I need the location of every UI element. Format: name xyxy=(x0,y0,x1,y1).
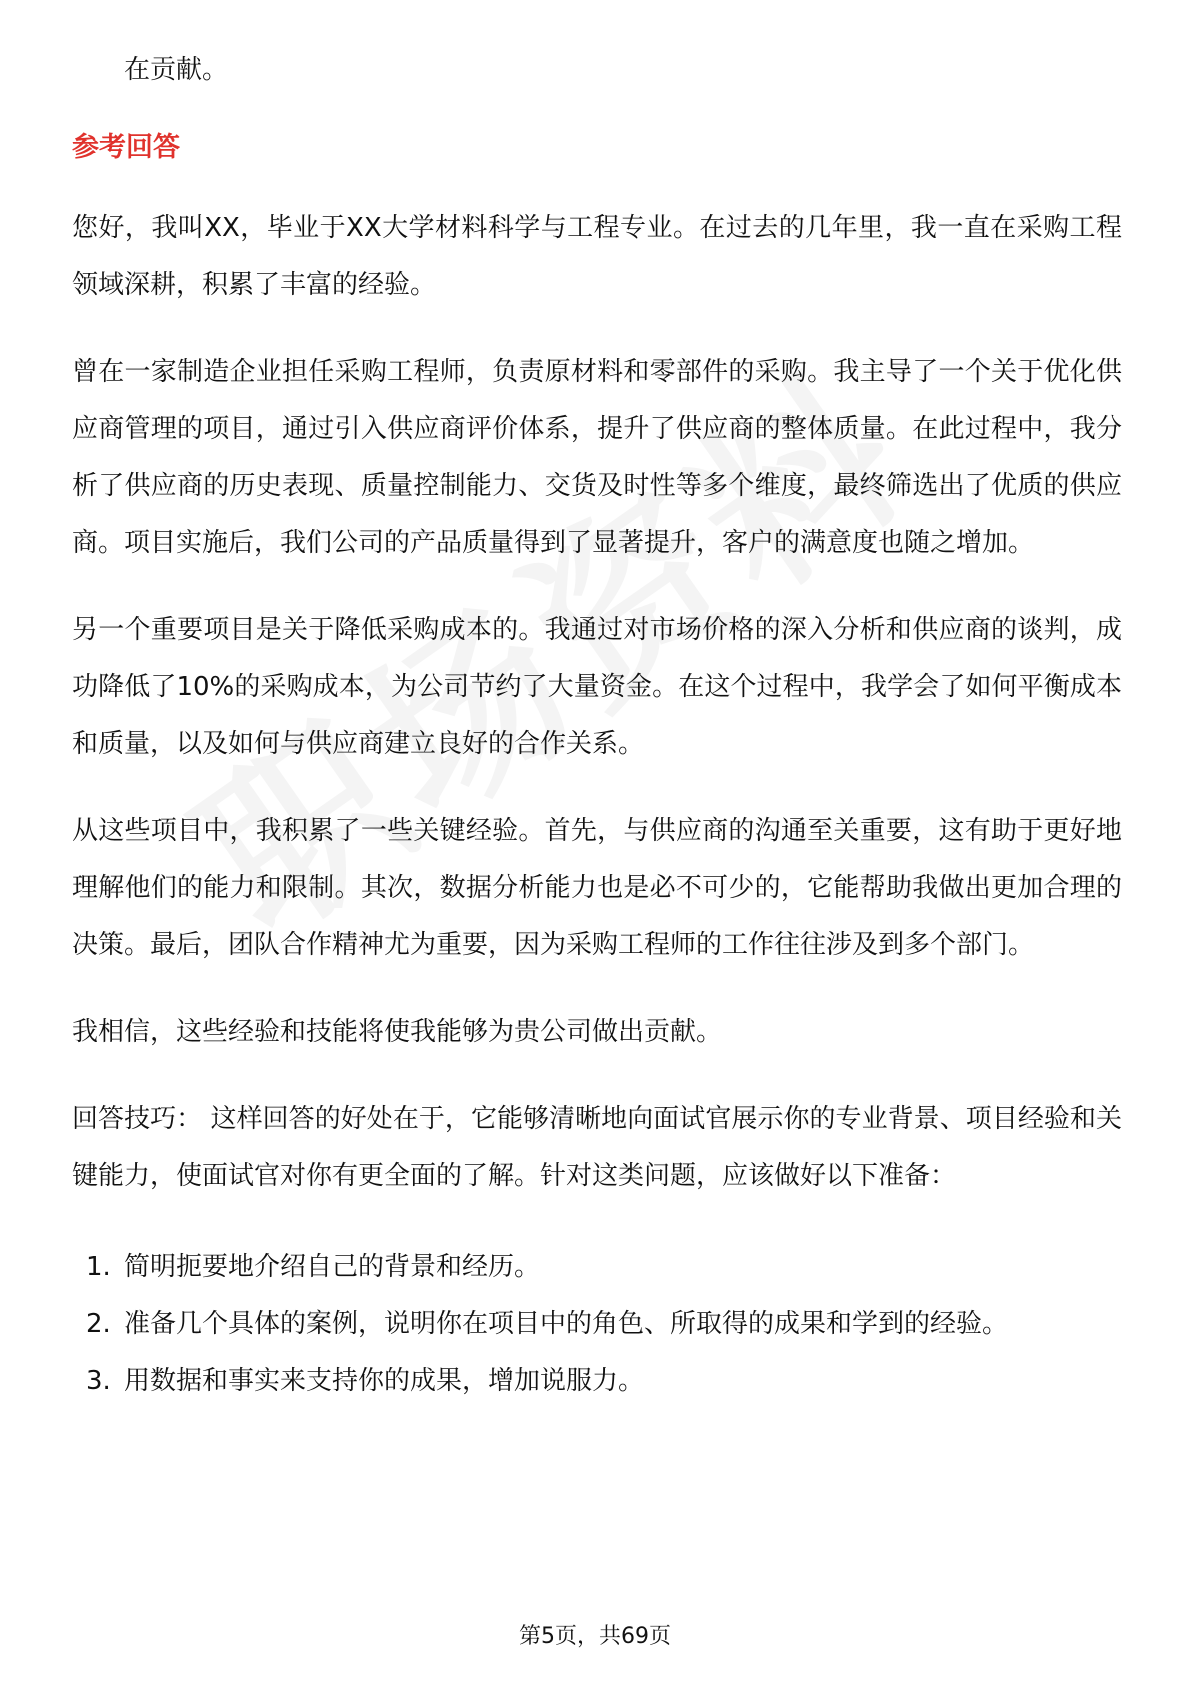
list-item-text: 简明扼要地介绍自己的背景和经历。 xyxy=(124,1252,541,1282)
list-item-number: 1. xyxy=(86,1252,111,1282)
continuation-line: 在贡献。 xyxy=(124,55,229,85)
preparation-list xyxy=(72,1239,1122,1410)
answer-tips: 回答技巧： 这样回答的好处在于，它能够清晰地向面试官展示你的专业背景、项目经验和关键能力，使面试官对你有更全面的了解。针对这类问题，应该做好以下准备： xyxy=(72,1104,1122,1191)
list-item-number: 3. xyxy=(86,1366,111,1396)
answer-paragraph-4: 从这些项目中，我积累了一些关键经验。首先，与供应商的沟通至关重要，这有助于更好地理解他们的能力和限制。其次，数据分析能力也是必不可少的，它能帮助我做出更加合理的决策。最后，团队合作精神尤为重要，因为采购工程师的工作往往涉及到多个部门。 xyxy=(72,816,1122,960)
section-heading: 参考回答 xyxy=(72,132,180,163)
page-footer: 第5页，共69页 xyxy=(519,1624,671,1649)
document-body xyxy=(72,50,1122,1410)
list-item-text: 用数据和事实来支持你的成果，增加说服力。 xyxy=(124,1366,645,1396)
list-item xyxy=(72,1239,1122,1296)
list-item-text: 准备几个具体的案例，说明你在项目中的角色、所取得的成果和学到的经验。 xyxy=(124,1309,1009,1339)
list-item xyxy=(72,1353,1122,1410)
answer-paragraph-1: 您好，我叫XX，毕业于XX大学材料科学与工程专业。在过去的几年里，我一直在采购工程领域深耕，积累了丰富的经验。 xyxy=(72,213,1122,300)
answer-paragraph-5: 我相信，这些经验和技能将使我能够为贵公司做出贡献。 xyxy=(72,1017,723,1047)
answer-paragraph-2: 曾在一家制造企业担任采购工程师，负责原材料和零部件的采购。我主导了一个关于优化供应商管理的项目，通过引入供应商评价体系，提升了供应商的整体质量。在此过程中，我分析了供应商的历史表现、质量控制能力、交货及时性等多个维度，最终筛选出了优质的供应商。项目实施后，我们公司的产品质量得到了显著提升，客户的满意度也随之增加。 xyxy=(72,357,1122,558)
list-item xyxy=(72,1296,1122,1353)
answer-paragraph-3: 另一个重要项目是关于降低采购成本的。我通过对市场价格的深入分析和供应商的谈判，成功降低了10%的采购成本，为公司节约了大量资金。在这个过程中，我学会了如何平衡成本和质量，以及如何与供应商建立良好的合作关系。 xyxy=(72,615,1122,759)
list-item-number: 2. xyxy=(86,1309,111,1339)
